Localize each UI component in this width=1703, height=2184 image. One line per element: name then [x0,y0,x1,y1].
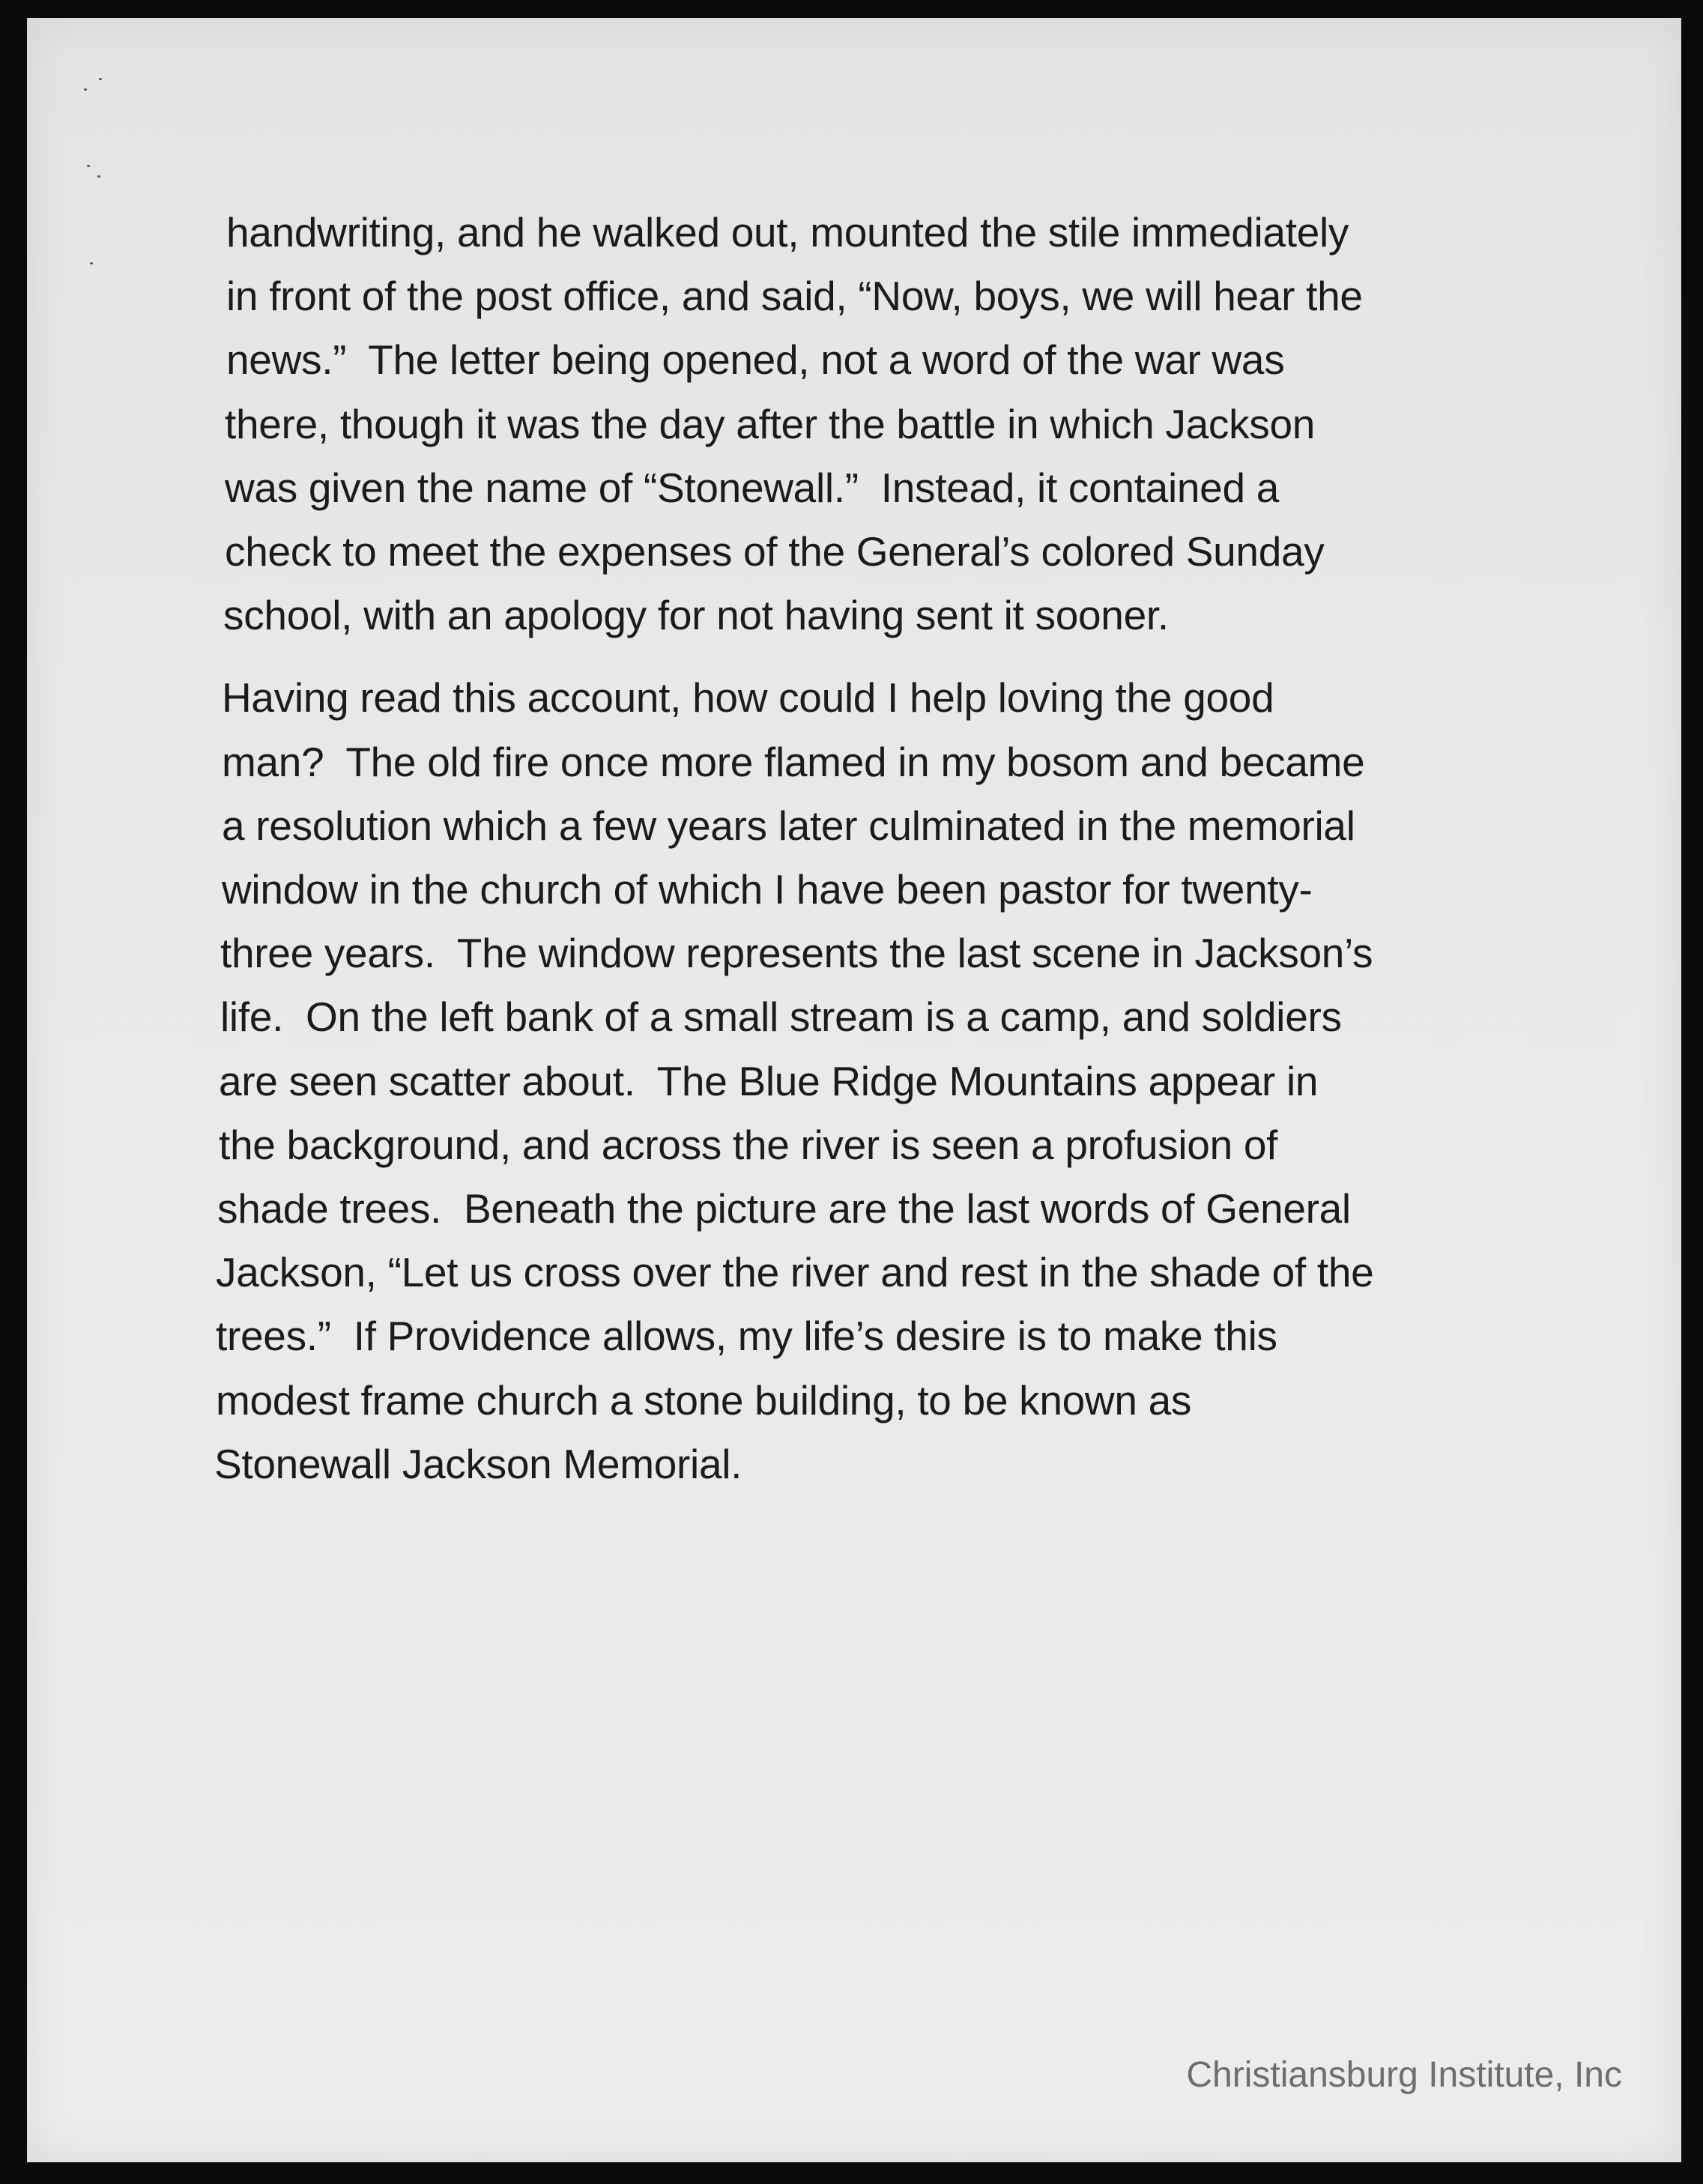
text-line: trees.” If Providence allows, my life’s desire is to make this [216,1313,1277,1360]
text-line: the background, and across the river is seen a profusion of [219,1121,1278,1168]
footer-credit: Christiansburg Institute, Inc [1186,2055,1622,2095]
text-line: man? The old fire once more flamed in my bosom and became [222,738,1365,785]
paper-speck [97,175,100,178]
text-line: Jackson, “Let us cross over the river and rest in the shade of the [216,1249,1374,1296]
text-line: in front of the post office, and said, “Now, boys, we will hear the [226,273,1363,320]
text-line: shade trees. Beneath the picture are the last words of General [217,1185,1351,1232]
text-line: check to meet the expenses of the General’s colored Sunday [225,528,1325,575]
text-line: window in the church of which I have been pastor for twenty- [222,866,1313,913]
paragraph [189,201,1537,647]
paper-speck [84,88,87,91]
text-line: there, though it was the day after the battle in which Jackson [225,400,1316,447]
paragraph [189,666,1537,1496]
body-text [189,201,1537,1496]
text-line: three years. The window represents the last scene in Jackson’s [220,930,1373,977]
text-line: life. On the left bank of a small stream is a camp, and soldiers [220,993,1342,1041]
text-line: was given the name of “Stonewall.” Instead, it contained a [225,464,1280,511]
text-line: news.” The letter being opened, not a word of the war was [226,336,1285,384]
text-line: a resolution which a few years later culminated in the memorial [222,802,1355,849]
text-line: Stonewall Jackson Memorial. [214,1440,742,1487]
paper-speck [99,78,102,80]
text-line: Having read this account, how could I help loving the good [222,674,1274,722]
paper-speck [87,165,90,167]
text-line: are seen scatter about. The Blue Ridge Mountains appear in [219,1057,1319,1104]
text-line: school, with an apology for not having sent it sooner. [223,592,1169,639]
text-line: handwriting, and he walked out, mounted the stile immediately [226,209,1349,255]
paper-speck [90,262,93,264]
text-line: modest frame church a stone building, to be known as [216,1376,1192,1424]
